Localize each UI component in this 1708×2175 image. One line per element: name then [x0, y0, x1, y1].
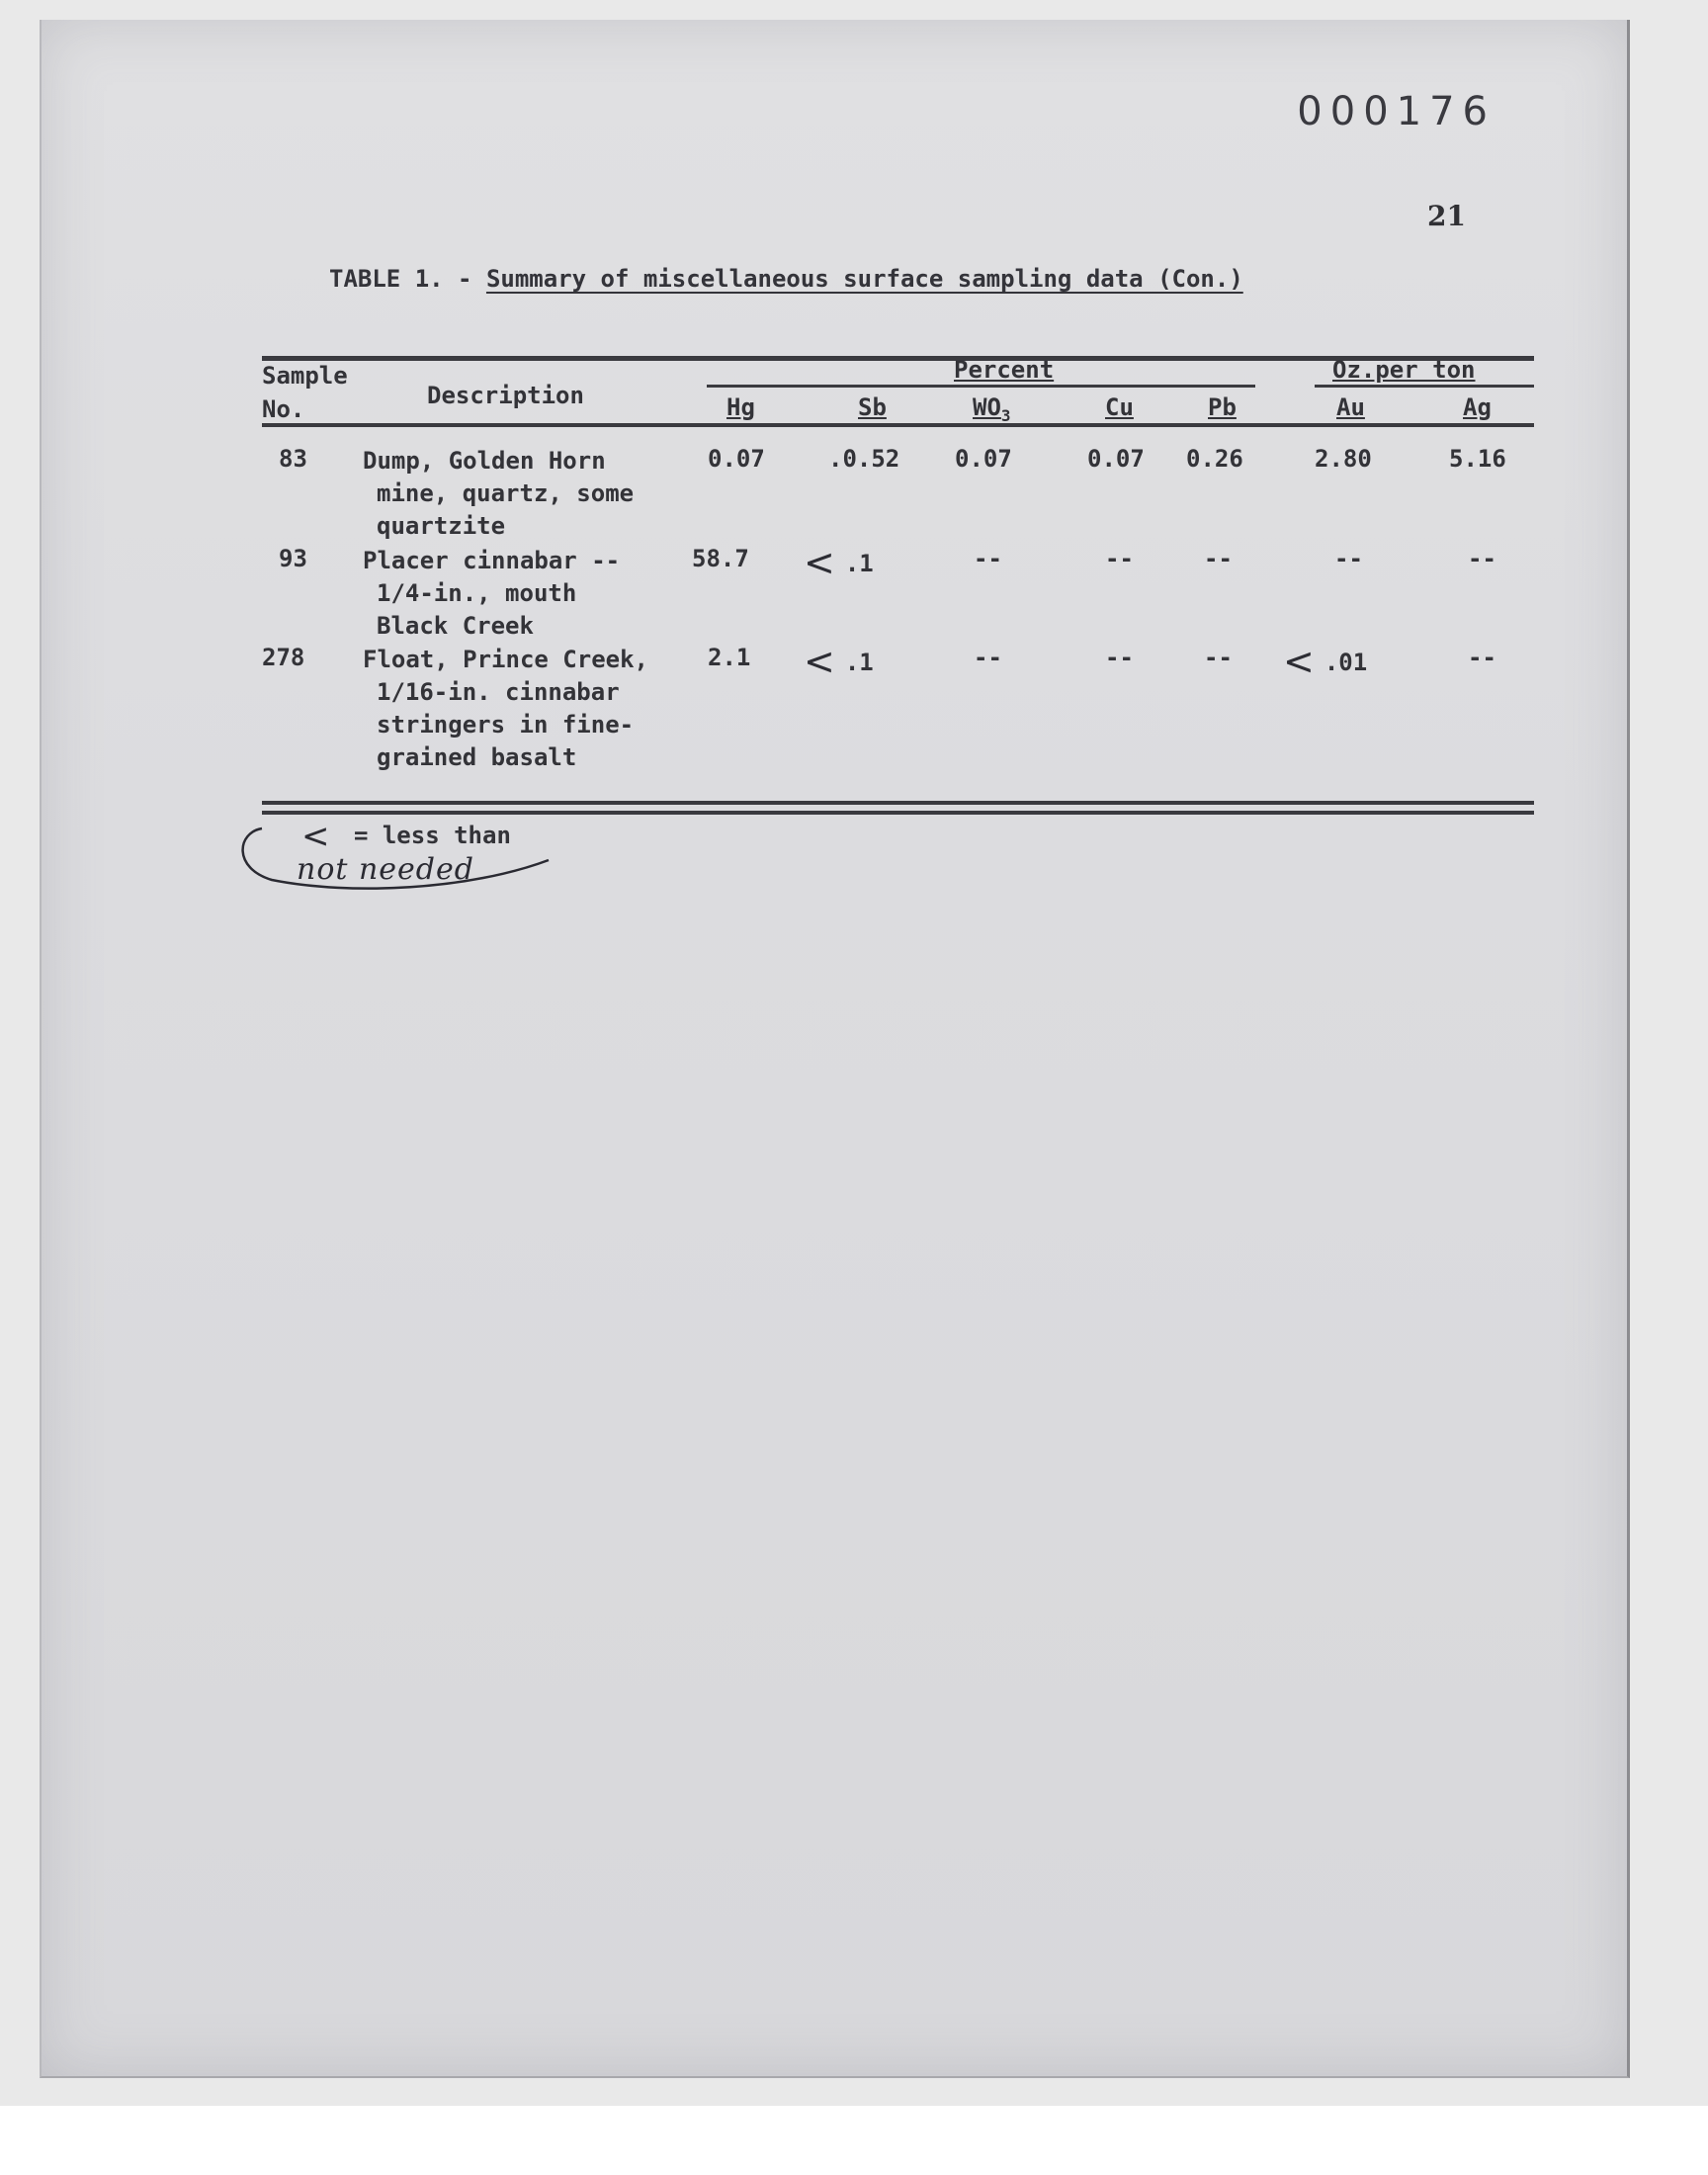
header-wo3-base: WO [973, 393, 1001, 421]
header-cu: Cu [1105, 393, 1134, 421]
row-93-description [363, 545, 620, 643]
row-278-hg: 2.1 [708, 644, 751, 671]
document-page [40, 20, 1630, 2078]
description-line: Dump, Golden Horn [363, 447, 606, 475]
less-than-mark: < [1283, 640, 1315, 683]
row-278-au-cell [1283, 640, 1367, 683]
row-278-au: .01 [1324, 649, 1368, 676]
table-title-text: Summary of miscellaneous surface sampling data (Con.) [485, 265, 1243, 293]
header-ag: Ag [1463, 393, 1492, 421]
header-au: Au [1336, 393, 1365, 421]
row-83-ag: 5.16 [1449, 445, 1506, 473]
page-number: 21 [1427, 200, 1466, 232]
row-278-sample: 278 [262, 644, 305, 671]
row-93-sample: 93 [279, 545, 307, 572]
description-line: 1/4-in., mouth [377, 579, 577, 607]
row-93-au: -- [1334, 545, 1363, 572]
table-label: TABLE 1. - [329, 265, 486, 293]
row-83-sb: .0.52 [828, 445, 900, 473]
row-278-cu: -- [1105, 644, 1134, 671]
row-93-wo3: -- [974, 545, 1002, 572]
description-line: quartzite [377, 512, 506, 540]
footnote-text: = less than [339, 822, 511, 849]
row-93-ag: -- [1468, 545, 1496, 572]
description-line: grained basalt [377, 743, 577, 771]
header-sample: Sample [262, 362, 348, 390]
description-line: Float, Prince Creek, [363, 646, 648, 673]
row-278-pb: -- [1204, 644, 1233, 671]
header-wo3-subscript: 3 [1000, 405, 1011, 425]
row-278-ag: -- [1468, 644, 1496, 671]
row-83-wo3: 0.07 [955, 445, 1012, 473]
description-line: stringers in fine- [377, 711, 635, 739]
scan-bottom-margin [0, 2106, 1708, 2175]
header-bottom-rule [262, 423, 1534, 427]
row-83-sample: 83 [279, 445, 307, 473]
table-bottom-rule [262, 801, 1534, 805]
less-than-mark: < [301, 817, 330, 856]
row-278-wo3: -- [974, 644, 1002, 671]
header-sample-no: No. [262, 395, 305, 423]
row-278-sb-cell [804, 640, 874, 683]
header-wo3 [973, 393, 1011, 425]
description-line: 1/16-in. cinnabar [377, 678, 620, 706]
document-stamp-number: 000176 [1297, 89, 1495, 134]
table-bottom-rule-double [262, 811, 1534, 815]
row-83-pb: 0.26 [1186, 445, 1243, 473]
header-sb: Sb [858, 393, 887, 421]
row-278-description [363, 644, 648, 774]
row-93-pb: -- [1204, 545, 1233, 572]
handwritten-note: not needed [297, 852, 474, 887]
header-percent: Percent [954, 356, 1055, 384]
description-line: Black Creek [377, 612, 534, 640]
row-83-cu: 0.07 [1087, 445, 1145, 473]
header-hg: Hg [726, 393, 755, 421]
oz-group-rule [1315, 385, 1534, 388]
row-93-hg: 58.7 [692, 545, 749, 572]
header-description: Description [427, 382, 584, 409]
table-title [329, 265, 1243, 293]
less-than-mark: < [804, 541, 835, 584]
row-93-sb: .1 [844, 550, 874, 577]
row-83-au: 2.80 [1315, 445, 1372, 473]
header-pb: Pb [1208, 393, 1237, 421]
description-line: mine, quartz, some [377, 479, 635, 507]
less-than-mark: < [804, 640, 835, 683]
row-83-hg: 0.07 [708, 445, 765, 473]
row-93-cu: -- [1105, 545, 1134, 572]
row-278-sb: .1 [844, 649, 874, 676]
description-line: Placer cinnabar -- [363, 547, 621, 574]
row-83-description [363, 445, 634, 543]
row-93-sb-cell [804, 541, 874, 584]
header-oz-per-ton: Oz.per ton [1332, 356, 1476, 384]
percent-group-rule [707, 385, 1255, 388]
